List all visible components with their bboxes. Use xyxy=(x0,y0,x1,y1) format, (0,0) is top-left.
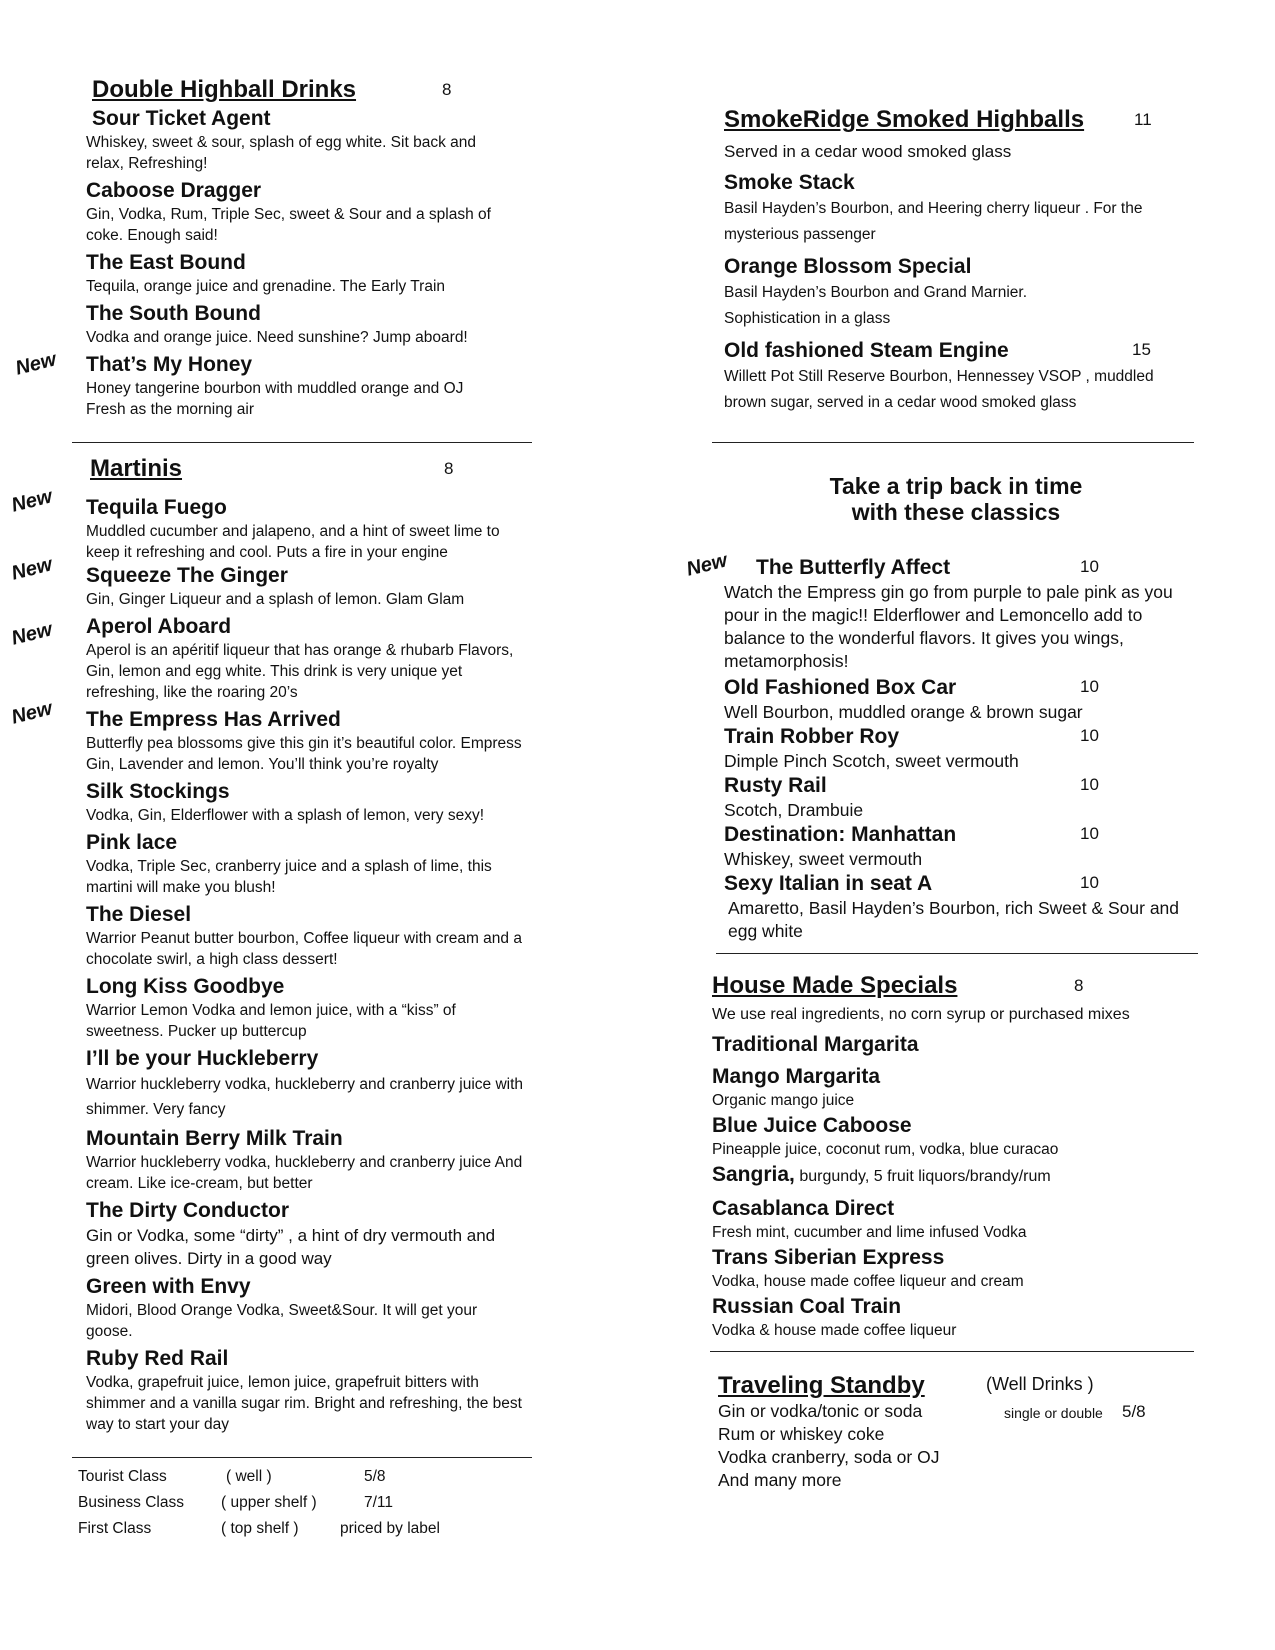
item-name: Squeeze The Ginger xyxy=(86,564,288,587)
item-desc: Whiskey, sweet & sour, splash of egg white. Sit back and relax, Refreshing! xyxy=(86,134,476,172)
item-desc: Gin, Vodka, Rum, Triple Sec, sweet & Sour and a splash of coke. Enough said! xyxy=(86,206,491,244)
item-name: The Empress Has Arrived xyxy=(86,708,341,731)
item-desc: Warrior huckleberry vodka, huckleberry and cranberry juice And cream. Like ice-cream, but better xyxy=(86,1154,523,1192)
item-name: The Butterfly Affect xyxy=(756,556,951,579)
item-name: The East Bound xyxy=(86,251,246,274)
menu-item xyxy=(712,1196,1204,1243)
section-title: Traveling Standby xyxy=(718,1372,925,1399)
item-price: 10 xyxy=(1080,775,1099,794)
well-classes-table xyxy=(78,1464,566,1542)
item-name: The South Bound xyxy=(86,302,261,325)
item-name: Caboose Dragger xyxy=(86,179,262,202)
menu-item xyxy=(724,675,1204,724)
item-name: Pink lace xyxy=(86,831,178,854)
item-desc: Vodka and orange juice. Need sunshine? Jump aboard! xyxy=(86,329,468,346)
item-name: Trans Siberian Express xyxy=(712,1246,945,1269)
item-name: That’s My Honey xyxy=(86,353,253,376)
classics-heading xyxy=(736,473,1176,525)
martinis-section xyxy=(90,455,566,483)
item-name: Silk Stockings xyxy=(86,780,230,803)
classics-title-line2: with these classics xyxy=(851,499,1061,525)
menu-item xyxy=(86,902,566,970)
divider xyxy=(72,1457,532,1458)
item-name: Casablanca Direct xyxy=(712,1197,895,1220)
menu-item xyxy=(712,1294,1204,1341)
menu-item xyxy=(86,250,566,297)
item-name: Long Kiss Goodbye xyxy=(86,975,285,998)
house-specials-items xyxy=(712,1032,1204,1341)
item-desc: Muddled cucumber and jalapeno, and a hint of sweet lime to keep it refreshing and cool. Puts a fire in your engine xyxy=(86,523,500,561)
section-price: 8 xyxy=(1074,976,1084,995)
item-desc: Scotch, Drambuie xyxy=(724,800,864,820)
item-price: 15 xyxy=(1132,340,1151,359)
menu-item xyxy=(86,1046,566,1122)
section-title: House Made Specials xyxy=(712,972,958,999)
divider xyxy=(710,1351,1194,1352)
smokeridge-section xyxy=(724,106,1204,134)
item-desc: Gin, Ginger Liqueur and a splash of lemon. Glam Glam xyxy=(86,591,465,608)
item-desc: Amaretto, Basil Hayden’s Bourbon, rich Sweet & Sour and egg white xyxy=(728,898,1180,941)
item-name: The Diesel xyxy=(86,903,192,926)
section-price: 11 xyxy=(1134,110,1152,129)
item-desc: Vodka, grapefruit juice, lemon juice, grapefruit bitters with shimmer and a vanilla sugar rim. Bright and refreshing, the best way to start your day xyxy=(86,1374,522,1433)
left-column xyxy=(9,76,566,1542)
menu-item xyxy=(684,549,1204,673)
section-subtitle: Served in a cedar wood smoked glass xyxy=(724,142,1012,161)
menu-item xyxy=(724,773,1204,822)
classics-title-line1: Take a trip back in time xyxy=(829,473,1083,499)
item-desc: Vodka, house made coffee liqueur and cream xyxy=(712,1273,1024,1290)
menu-item xyxy=(86,779,566,826)
menu-item xyxy=(9,553,566,610)
menu-item xyxy=(724,871,1204,943)
new-badge: New xyxy=(9,553,55,585)
item-desc: Organic mango juice xyxy=(712,1092,855,1109)
divider xyxy=(72,442,532,443)
house-specials-section xyxy=(712,972,1204,1000)
standby-price: 5/8 xyxy=(1122,1402,1146,1421)
new-badge: New xyxy=(9,697,55,729)
menu-item xyxy=(86,974,566,1042)
item-desc: Watch the Empress gin go from purple to pale pink as you pour in the magic!! Elderflower and Lemoncello add to balance to the wonderful flavors. It gives you wings, metamorphosis! xyxy=(724,582,1173,671)
section-price: 8 xyxy=(442,80,452,99)
item-desc: Well Bourbon, muddled orange & brown sugar xyxy=(724,702,1083,722)
item-desc: Dimple Pinch Scotch, sweet vermouth xyxy=(724,751,1019,771)
divider xyxy=(716,953,1198,954)
item-price: 10 xyxy=(1080,677,1099,696)
class-shelf: ( top shelf ) xyxy=(221,1520,299,1537)
item-name: Destination: Manhattan xyxy=(724,823,957,846)
menu-item xyxy=(712,1245,1204,1292)
item-name: The Dirty Conductor xyxy=(86,1199,289,1222)
standby-note: (Well Drinks ) xyxy=(986,1374,1094,1394)
class-shelf: ( well ) xyxy=(226,1468,272,1485)
class-name: First Class xyxy=(78,1520,152,1537)
smokeridge-items xyxy=(724,170,1204,416)
double-highball-items xyxy=(13,106,566,420)
item-desc: Midori, Blood Orange Vodka, Sweet&Sour. It will get your goose. xyxy=(86,1302,478,1340)
item-desc: Honey tangerine bourbon with muddled orange and OJ Fresh as the morning air xyxy=(86,380,464,418)
item-name: Sour Ticket Agent xyxy=(92,107,271,130)
menu-item xyxy=(13,348,566,420)
standby-line: Vodka cranberry, soda or OJ xyxy=(718,1447,940,1467)
item-desc: Aperol is an apéritif liqueur that has orange & rhubarb Flavors, Gin, lemon and egg white. This drink is very unique yet refreshing, like the roaring 20’s xyxy=(86,642,514,701)
section-subtitle: We use real ingredients, no corn syrup or purchased mixes xyxy=(712,1006,1130,1023)
standby-list xyxy=(718,1400,1204,1492)
class-price: 7/11 xyxy=(364,1494,394,1511)
menu-item xyxy=(86,132,566,174)
section-title: SmokeRidge Smoked Highballs xyxy=(724,106,1085,133)
menu-item xyxy=(712,1162,1204,1188)
menu-item xyxy=(724,724,1204,773)
menu-item xyxy=(724,170,1204,248)
class-row xyxy=(78,1516,566,1542)
item-name: Ruby Red Rail xyxy=(86,1347,229,1370)
menu-item xyxy=(86,301,566,348)
item-name: Rusty Rail xyxy=(724,774,827,797)
menu-item xyxy=(712,1032,1204,1058)
double-highball-section xyxy=(92,76,566,104)
item-desc: Basil Hayden’s Bourbon and Grand Marnier. Sophistication in a glass xyxy=(724,284,1027,327)
item-price: 10 xyxy=(1080,726,1099,745)
item-name: Mountain Berry Milk Train xyxy=(86,1127,343,1150)
new-badge: New xyxy=(13,348,59,380)
item-name: Sangria, xyxy=(712,1163,795,1186)
menu-item xyxy=(712,1113,1204,1160)
class-price: priced by label xyxy=(340,1520,440,1537)
standby-sub-note: single or double xyxy=(1004,1405,1103,1421)
divider xyxy=(712,442,1194,443)
item-name: Aperol Aboard xyxy=(86,615,232,638)
martini-items xyxy=(9,485,566,1435)
new-badge: New xyxy=(9,485,55,517)
item-desc: Gin or Vodka, some “dirty” , a hint of dry vermouth and green olives. Dirty in a good way xyxy=(86,1226,496,1268)
item-desc: Willett Pot Still Reserve Bourbon, Hennessey VSOP , muddled brown sugar, served in a cedar wood smoked glass xyxy=(724,368,1154,411)
class-row xyxy=(78,1464,566,1490)
item-desc: Butterfly pea blossoms give this gin it’s beautiful color. Empress Gin, Lavender and lemon. You’ll think you’re royalty xyxy=(86,735,522,773)
menu-item xyxy=(9,614,566,703)
item-name: Traditional Margarita xyxy=(712,1033,919,1056)
item-desc: Vodka & house made coffee liqueur xyxy=(712,1322,957,1339)
classics-items xyxy=(684,549,1204,943)
menu-item xyxy=(724,254,1204,332)
item-desc: Fresh mint, cucumber and lime infused Vodka xyxy=(712,1224,1027,1241)
item-name: Old fashioned Steam Engine xyxy=(724,339,1009,362)
item-desc: Warrior Peanut butter bourbon, Coffee liqueur with cream and a chocolate swirl, a high class dessert! xyxy=(86,930,522,968)
item-name: Blue Juice Caboose xyxy=(712,1114,912,1137)
class-name: Tourist Class xyxy=(78,1468,167,1485)
menu-item xyxy=(724,822,1204,871)
menu-item xyxy=(9,697,566,775)
menu-item xyxy=(724,338,1204,416)
standby-line: And many more xyxy=(718,1470,842,1490)
menu-item xyxy=(86,1274,566,1342)
item-name: Old Fashioned Box Car xyxy=(724,676,957,699)
section-title: Martinis xyxy=(90,455,183,482)
right-column xyxy=(684,106,1204,1492)
item-name: Train Robber Roy xyxy=(724,725,900,748)
item-name: Smoke Stack xyxy=(724,171,855,194)
section-title: Double Highball Drinks xyxy=(92,76,357,103)
item-desc: Tequila, orange juice and grenadine. The Early Train xyxy=(86,278,446,295)
item-price: 10 xyxy=(1080,873,1099,892)
class-row xyxy=(78,1490,566,1516)
item-desc: Warrior huckleberry vodka, huckleberry and cranberry juice with shimmer. Very fancy xyxy=(86,1076,524,1118)
menu-item xyxy=(712,1064,1204,1111)
item-desc: Vodka, Triple Sec, cranberry juice and a splash of lime, this martini will make you blush! xyxy=(86,858,492,896)
class-shelf: ( upper shelf ) xyxy=(221,1494,317,1511)
item-desc: Pineapple juice, coconut rum, vodka, blue curacao xyxy=(712,1141,1059,1158)
menu-item xyxy=(86,830,566,898)
item-inline-desc: burgundy, 5 fruit liquors/brandy/rum xyxy=(799,1168,1051,1185)
menu-item xyxy=(92,106,566,132)
item-name: Tequila Fuego xyxy=(86,496,227,519)
section-price: 8 xyxy=(444,459,454,478)
new-badge: New xyxy=(9,618,55,650)
menu-item xyxy=(86,178,566,246)
standby-line: Gin or vodka/tonic or soda xyxy=(718,1401,923,1421)
menu-item xyxy=(86,1126,566,1194)
item-price: 10 xyxy=(1080,824,1099,843)
menu-item xyxy=(86,1198,566,1270)
item-name: I’ll be your Huckleberry xyxy=(86,1047,319,1070)
item-desc: Basil Hayden’s Bourbon, and Heering cherry liqueur . For the mysterious passenger xyxy=(724,200,1143,243)
item-name: Sexy Italian in seat A xyxy=(724,872,933,895)
standby-section xyxy=(718,1372,1204,1400)
menu-item xyxy=(9,485,566,563)
item-name: Orange Blossom Special xyxy=(724,255,972,278)
item-desc: Whiskey, sweet vermouth xyxy=(724,849,923,869)
item-desc: Vodka, Gin, Elderflower with a splash of lemon, very sexy! xyxy=(86,807,485,824)
item-name: Green with Envy xyxy=(86,1275,251,1298)
class-name: Business Class xyxy=(78,1494,184,1511)
item-name: Russian Coal Train xyxy=(712,1295,902,1318)
item-price: 10 xyxy=(1080,557,1099,576)
item-desc: Warrior Lemon Vodka and lemon juice, with a “kiss” of sweetness. Pucker up buttercup xyxy=(86,1002,456,1040)
menu-item xyxy=(86,1346,566,1435)
new-badge: New xyxy=(684,549,730,581)
standby-line: Rum or whiskey coke xyxy=(718,1424,885,1444)
item-name: Mango Margarita xyxy=(712,1065,881,1088)
class-price: 5/8 xyxy=(364,1468,386,1485)
